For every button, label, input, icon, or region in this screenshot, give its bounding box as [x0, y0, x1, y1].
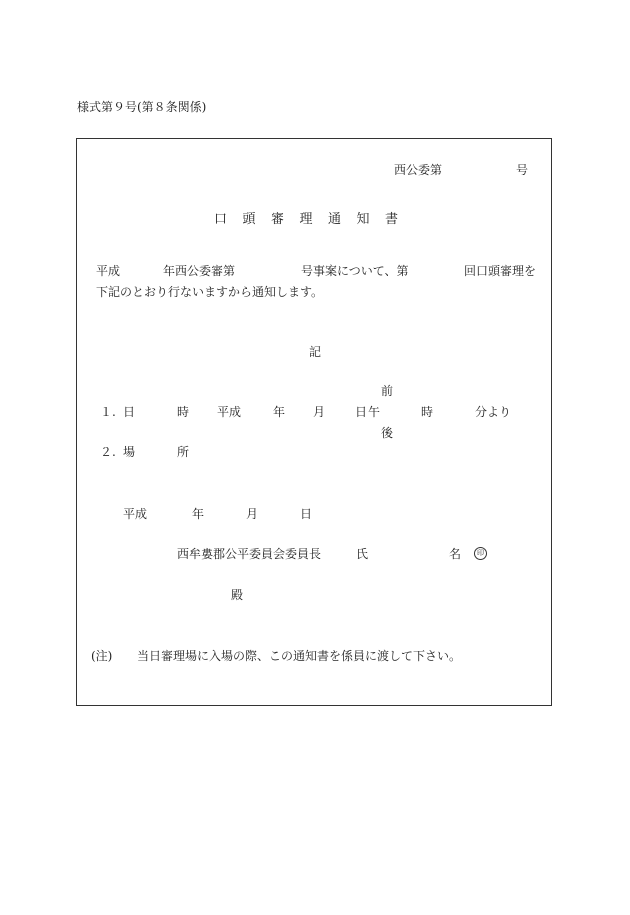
note-label: (注)	[91, 649, 113, 663]
item1-label-hi: 日	[123, 405, 136, 419]
date-era: 平成	[123, 507, 148, 521]
date-month: 月	[246, 507, 259, 521]
body-hearing-count: 回口頭審理を	[464, 264, 537, 278]
item2-label-sho: 所	[177, 445, 190, 459]
item1-label-ji: 時	[177, 405, 190, 419]
body-case-suffix: 号事案について、第	[301, 264, 409, 278]
doc-number-suffix: 号	[516, 163, 529, 177]
body-year-case-prefix: 年西公委審第	[163, 264, 236, 278]
ki-heading: 記	[309, 345, 322, 359]
body-era: 平成	[96, 264, 121, 278]
form-label: 様式第９号(第８条関係)	[77, 100, 207, 114]
item1-number: １.	[100, 405, 116, 419]
item1-hour: 時	[421, 405, 434, 419]
sender-organization: 西牟婁郡公平委員会委員長	[177, 547, 322, 561]
seal-icon: 印	[474, 547, 487, 560]
document-title: 口頭審理通知書	[214, 212, 414, 227]
item1-go: 午	[368, 405, 381, 419]
item1-year: 年	[273, 405, 286, 419]
item1-era: 平成	[217, 405, 242, 419]
date-day: 日	[300, 507, 313, 521]
item1-month: 月	[313, 405, 326, 419]
sender-name-shi: 氏	[356, 547, 369, 561]
item2-label-ba: 場	[123, 445, 136, 459]
recipient-dono: 殿	[231, 588, 244, 602]
item1-gogo: 後	[381, 426, 394, 440]
date-year: 年	[192, 507, 205, 521]
sender-name-mei: 名	[449, 547, 462, 561]
doc-number-prefix: 西公委第	[394, 163, 443, 177]
item2-number: ２.	[100, 445, 116, 459]
item1-day: 日	[355, 405, 368, 419]
item1-gozen: 前	[381, 384, 394, 398]
note-text: 当日審理場に入場の際、この通知書を係員に渡して下さい。	[137, 649, 462, 663]
item1-minute: 分より	[475, 405, 512, 419]
body-line-2: 下記のとおり行ないますから通知します。	[96, 285, 324, 299]
